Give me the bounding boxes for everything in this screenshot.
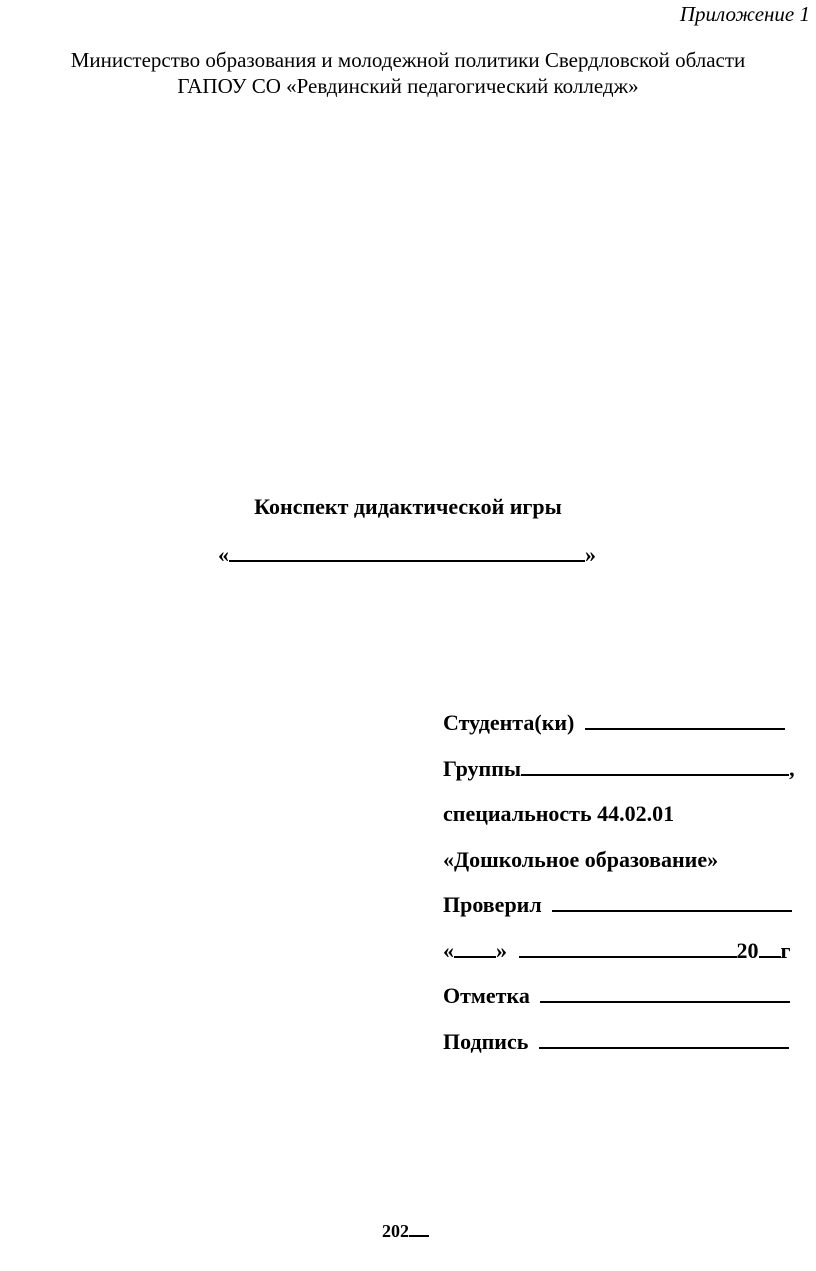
signature-blank — [539, 1027, 789, 1049]
game-name-blank — [229, 540, 585, 562]
group-label: Группы — [443, 755, 522, 781]
specialty-code: специальность 44.02.01 — [443, 801, 675, 826]
footer-year-blank — [409, 1219, 429, 1237]
close-quote: » — [585, 542, 596, 567]
year-prefix: 20 — [736, 937, 759, 963]
date-close-quote: » — [496, 937, 507, 963]
student-row — [443, 700, 795, 746]
ministry-line: Министерство образования и молодежной политики Свердловской области — [70, 48, 746, 72]
institution-header — [0, 47, 816, 99]
month-blank — [519, 936, 737, 958]
specialty-name-row — [443, 837, 795, 883]
date-open-quote: « — [443, 937, 454, 963]
specialty-row — [443, 791, 795, 837]
group-suffix: , — [789, 755, 795, 781]
grade-blank — [540, 981, 790, 1003]
college-line: ГАПОУ СО «Ревдинский педагогический колледж» — [177, 74, 639, 98]
group-blank — [521, 754, 789, 776]
signature-row — [443, 1019, 795, 1065]
grade-label: Отметка — [443, 983, 530, 1008]
game-name-field — [218, 540, 596, 568]
specialty-name: «Дошкольное образование» — [443, 846, 719, 872]
checked-label: Проверил — [443, 892, 542, 917]
grade-row — [443, 973, 795, 1019]
checked-row — [443, 882, 795, 928]
student-info-block — [443, 700, 795, 1064]
footer-year — [382, 1219, 429, 1242]
date-row — [443, 928, 795, 974]
student-blank — [585, 708, 785, 730]
footer-year-prefix: 202 — [382, 1221, 409, 1241]
document-title: Конспект дидактической игры — [254, 494, 562, 519]
year-suffix: г — [780, 937, 791, 963]
group-row — [443, 746, 795, 792]
appendix-label: Приложение 1 — [679, 2, 810, 26]
checked-blank — [552, 890, 792, 912]
student-label: Студента(ки) — [443, 710, 575, 735]
signature-label: Подпись — [443, 1028, 529, 1054]
open-quote: « — [218, 542, 229, 567]
year-blank — [759, 936, 781, 958]
day-blank — [454, 936, 496, 958]
